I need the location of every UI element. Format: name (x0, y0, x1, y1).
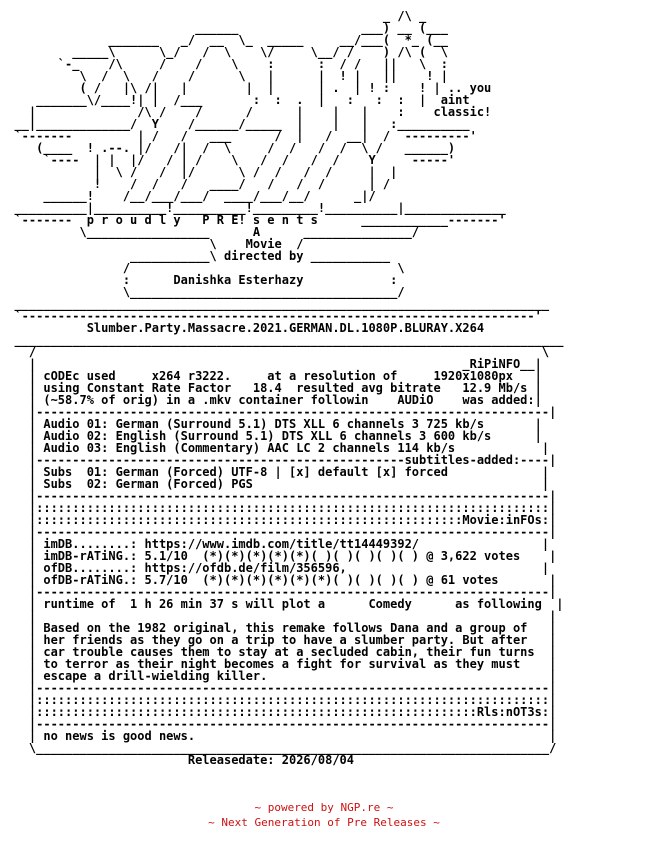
nfo-line: _ /\ _ (0, 9, 427, 23)
nfo-line: \_________________ A _______________/ (0, 225, 420, 239)
nfo-line: \ Movie / (0, 237, 304, 251)
nfo-line: __________________________________________________________________________ (0, 297, 550, 311)
footer-tagline: ~ Next Generation of Pre Releases ~ (208, 816, 440, 829)
nfo-line: |:::::::::::::::::::::::::::::::::::::::::::::::::::::::::::::Rls:nOT3s:| (0, 705, 557, 719)
nfo-line: `-_ /\ / / \ : : / / || \ : (0, 57, 448, 71)
nfo-line: | ofDB-rATiNG.: 5.7/10 (*)(*)(*)(*)(*)(*)( )( )( )( ) @ 61 votes | (0, 573, 557, 587)
nfo-line: ______! /__/___/___/ ____/___/__/ _|/ (0, 189, 376, 203)
nfo-line: | cODEc used x264 r3222. at a resolution of 1920x1080px | (0, 369, 542, 383)
nfo-line: ! / / / ____/ / / / | / (0, 177, 391, 191)
nfo-line: | _RiPiNFO__| (0, 357, 542, 371)
footer (0, 800, 648, 830)
nfo-line: |-----------------------------------------------------------------------| (0, 489, 557, 503)
nfo-line: | Audio 01: German (Surround 5.1) DTS XLL 6 channels 3 725 kb/s | (0, 417, 542, 431)
nfo-line: ( / |\ /| | | | | . | ! : ! | .. you (0, 81, 492, 95)
nfo-line: | Subs 02: German (Forced) PGS | (0, 477, 550, 491)
nfo-line: `---- | | |/ / | / \ / / / / Y -----' (0, 153, 456, 167)
nfo-line: |-----------------------------------------------------------------------| (0, 525, 557, 539)
nfo-line: |:::::::::::::::::::::::::::::::::::::::::::::::::::::::::::Movie:inFOs:| (0, 513, 557, 527)
nfo-line: __|_____________/ Y /______/_____ | | | :__________ (0, 117, 470, 131)
nfo-line: Releasedate: 2026/08/04 (0, 753, 355, 767)
nfo-line: |:::::::::::::::::::::::::::::::::::::::::::::::::::::::::::::::::::::::| (0, 501, 557, 515)
nfo-line: | /\ / / / | | | : classic! (0, 105, 492, 119)
nfo-line: | imDB........: https://www.imdb.com/title/tt14449392/ | (0, 537, 550, 551)
nfo-line: | Audio 02: English (Surround 5.1) DTS XLL 6 channels 3 600 kb/s | (0, 429, 542, 443)
nfo-line: `------- | / / ___ / | / __| / ---------' (0, 129, 477, 143)
footer-powered-by: ~ powered by NGP.re ~ (254, 801, 394, 814)
nfo-line: / \ (0, 345, 550, 359)
nfo-line: \_____________________________________/ (0, 285, 405, 299)
nfo-line: \_______________________________________________________________________/ (0, 741, 557, 755)
nfo-line: _____\ \_/ / \ \/ \__/ / ) /\ ( \ (0, 45, 448, 59)
nfo-line: | \ / / |/ \ / / / / | | (0, 165, 398, 179)
nfo-line: | ofDB........: https://ofdb.de/film/356596, | (0, 561, 550, 575)
nfo-line: ____________________________________________________________________________ (0, 333, 564, 347)
nfo-line: `-----------------------------------------------------------------------' (0, 309, 542, 323)
nfo-line: |---------------------------------------------------subtitles-added:----| (0, 453, 557, 467)
nfo-line: |-----------------------------------------------------------------------| (0, 681, 557, 695)
nfo-line: _______\/____!| | /___ : : . | : : : | aint (0, 93, 470, 107)
nfo-line: _______ _/ __ \_ _____ __/___( *_ (__ (0, 33, 448, 47)
nfo-line: | | (0, 609, 557, 623)
nfo-line: __________|__________!__________!_________!__________|______________ (0, 201, 506, 215)
nfo-text-block (0, 10, 564, 766)
nfo-line: / \ (0, 261, 405, 275)
nfo-line: | to terror as their night becomes a fight for survival as they must | (0, 657, 557, 671)
nfo-line: | imDB-rATiNG.: 5.1/10 (*)(*)(*)(*)(*)( )( )( )( )( ) @ 3,622 votes | (0, 549, 557, 563)
nfo-line: | car trouble causes them to stay at a secluded cabin, their fun turns | (0, 645, 557, 659)
nfo-line: : Danishka Esterhazy : (0, 273, 398, 287)
nfo-line: ______ ___) __ (___ (0, 21, 448, 35)
nfo-line: | no news is good news. | (0, 729, 557, 743)
nfo-line: |-----------------------------------------------------------------------| (0, 405, 557, 419)
nfo-line: | using Constant Rate Factor 18.4 resulted avg bitrate 12.9 Mb/s | (0, 381, 542, 395)
nfo-line: | Based on the 1982 original, this remake follows Dana and a group of | (0, 621, 557, 635)
nfo-line: |:::::::::::::::::::::::::::::::::::::::::::::::::::::::::::::::::::::::| (0, 693, 557, 707)
nfo-line: | escape a drill-wielding killer. | (0, 669, 557, 683)
nfo-line: | her friends as they go on a trip to have a slumber party. But after | (0, 633, 557, 647)
nfo-line: | Audio 03: English (Commentary) AAC LC 2 channels 114 kb/s | (0, 441, 550, 455)
nfo-line: | Subs 01: German (Forced) UTF-8 | [x] default [x] forced | (0, 465, 550, 479)
nfo-line: |-----------------------------------------------------------------------| (0, 585, 557, 599)
nfo-line: ___________\ directed by ___________ (0, 249, 391, 263)
nfo-line: (____ ! .--. |/ /| / \ / / / / \ / ______) (0, 141, 456, 155)
nfo-line: | (~58.7% of orig) in a .mkv container followin AUDiO was added:| (0, 393, 542, 407)
nfo-line: Slumber.Party.Massacre.2021.GERMAN.DL.1080P.BLURAY.X264 (0, 321, 485, 335)
nfo-line: `------- p r o u d l y P R E! s e n t s ____________-------' (0, 213, 506, 227)
nfo-line: \ / \ / / \ | | ! | || ! | (0, 69, 448, 83)
nfo-line: |-----------------------------------------------------------------------| (0, 717, 557, 731)
nfo-line: | runtime of 1 h 26 min 37 s will plot a Comedy as following | (0, 597, 564, 611)
